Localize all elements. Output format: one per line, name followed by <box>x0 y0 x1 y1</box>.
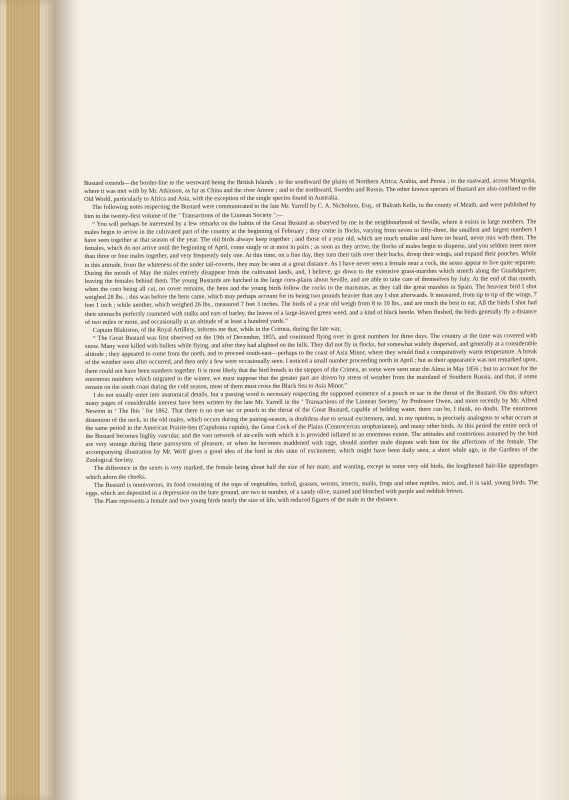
paragraph-crimea-quote: “ The Great Bustard was first observed on the 19th of December, 1855, and continued flying over in great numbers for three days. The country at the time was covered with snow. Many were killed with bullets while flying, and after they had alighted on the hills. They did not fly in flocks, but somewhat widely dispersed, and generally at a considerable altitude ; they appeared to come from the north, and to proceed south-east—perhaps to the coast of Asia Minor, where they would find a comparatively warm temperature. A break of the weather soon after occurred, and then only a few were occasionally seen. I noticed a small number proceeding north in April ; but as their appearance was not remarked upon, there could not have been numbers together. It is most likely that the bird breeds in the steppes of the Crimea, as some were seen near the Alma in May 1856 ; but to account for the enormous numbers which migrated in the winter, we must suppose that the greater part are driven by stress of weather from the mainland of Southern Russia, and that, if some remain on the south coast during the cold season, most of them must cross the Black Sea to Asia Minor.” <box>84 332 538 391</box>
paragraph-anatomy: I do not usually enter into anatomical details, but a passing word is necessary respecting the supposed existence of a pouch or sac in the throat of the Bustard. On this subject many pages of considerable interest have been written by the late Mr. Yarrell in the ‘ Transactions of the Linnean Society,’ by Professor Owen, and more recently by Mr. Alfred Newton in ‘ The Ibis ’ for 1862. That there is no true sac or pouch in the throat of the Great Bustard, capable of holding water, there can be, I think, no doubt. The enormous distention of the neck, in the old males, which occurs during the pairing-season, is doubtless due to sexual excitement, and, in my opinion, is precisely analogous to what occurs at the same period in the American Prairie-hen (Cupidonia cupido), the Great Cock of the Plains (Centrocercus urophasianus), and many other birds. At this period the entire neck of the Bustard becomes highly vascular, and the vast network of air-cells with which it is provided inflated to an enormous extent. The attitudes and contortions assumed by the bird are very strange during these paroxysms of pleasure, or when he becomes maddened with rage, should another male dispute with him for the affections of the female. The accompanying illustration by Mr. Wolf gives a good idea of the bird in this state of excitement, which might have been daily seen, a short while ago, in the Gardens of the Zoological Society. <box>85 389 538 465</box>
paragraph-blakiston-intro: Captain Blakiston, of the Royal Artillery, informs me that, while in the Crimea, during the late war, <box>92 325 342 334</box>
paragraph-plate: The Plate represents a female and two young birds nearly the size of life, with reduced figures of the male in the distance. <box>93 496 399 506</box>
paragraph-nicholson-intro: The following notes respecting the Bustard were communicated to the late Mr. Yarrell by C. A. Nicholson, Esq., of Balrath Kells, in the county of Meath, and were published by him in the twenty-first volume of the ‘ Transactions of the Linnean Society ’:— <box>84 201 537 220</box>
paragraph-diet-eggs: The Bustard is omnivorous, its food consisting of the tops of vegetables, trefoil, grasses, worms, insects, snails, frogs and other reptiles, mice, and, it is said, young birds. The eggs, which are deposited in a depression on the bare ground, are two in number, of a sandy olive, stained and blotched with purple and reddish brown. <box>85 479 538 497</box>
paragraph-sexes: The difference in the sexes is very marked, the female being about half the size of her mate, and wanting, except in some very old birds, the lengthened hair-like appendages which adorn the cheeks. <box>85 462 538 481</box>
paragraph-range: Bustard extends—the border-line to the westward being the British Islands ; to the southward the plains of Northern Africa, Arabia, and Persia ; to the eastward, across Mongolia, where it was met with by Mr. Atkinson, as far as China and the river Amoor ; and to the northward, Sweden and Russia. The other known species of Bustard are also confined to the Old World, particularly to Africa and Asia, with the exception of the single species found in Australia. <box>84 177 537 204</box>
body-text <box>84 177 538 506</box>
book-page-edges <box>0 0 56 800</box>
paragraph-seville-quote: “ You will perhaps be interested by a few remarks on the habits of the Great Bustard as observed by me in the neighbourhood of Seville, where it exists in large numbers. The males begin to arrive in the cultivated part of the country at the beginning of February ; they come in flocks, varying from seven to fifty-three, the smallest and largest numbers I have seen together at that season of the year. The old birds always keep together ; and those of a year old, which are much smaller and have no beard, never mix with them. The females, which do not arrive until the beginning of April, come singly or at most in pairs ; as soon as they arrive, the flocks of males begin to disperse, and you seldom meet more than three or four males together, and very frequently only one. At this time, on a fine day, they turn their tails over their backs, droop their wings, and expand their pouches. While in this attitude, from the whiteness of the under tail-coverts, they may be seen at a great distance. As I have never seen a female near a cock, the sexes appear to live quite separate. During the month of May the males entirely disappear from the cultivated lands, and, I believe, go down to the extensive grass-marshes which stretch along the Guadalquiver, leaving the females behind them. The young Bustards are hatched in the large corn-plains about Seville, and are able to take care of themselves by July. At the end of that month, when the corn being all cut, no cover remains, the hens and the young birds follow the cocks to the marismas, as they call the great marshes in Spain. The heaviest bird I shot weighed 28 lbs. ; this was before the hens came, which may perhaps account for its being two pounds heavier than any I shot afterwards. It measured, from tip to tip of the wings, 7 feet 1 inch ; while another, which weighed 26 lbs., measured 7 feet 3 inches. The birds of a year old weigh from 8 to 10 lbs., and are much the best to eat. All the birds I shot had their stomachs perfectly crammed with stalks and ears of barley, the leaves of a large-leaved green weed, and a kind of black beetle. When flushed, the birds generally fly a distance of two miles or more, and occasionally at an altitude of at least a hundred yards.” <box>84 218 537 326</box>
gilt-edge <box>6 0 40 800</box>
spine-shadow <box>56 0 78 800</box>
